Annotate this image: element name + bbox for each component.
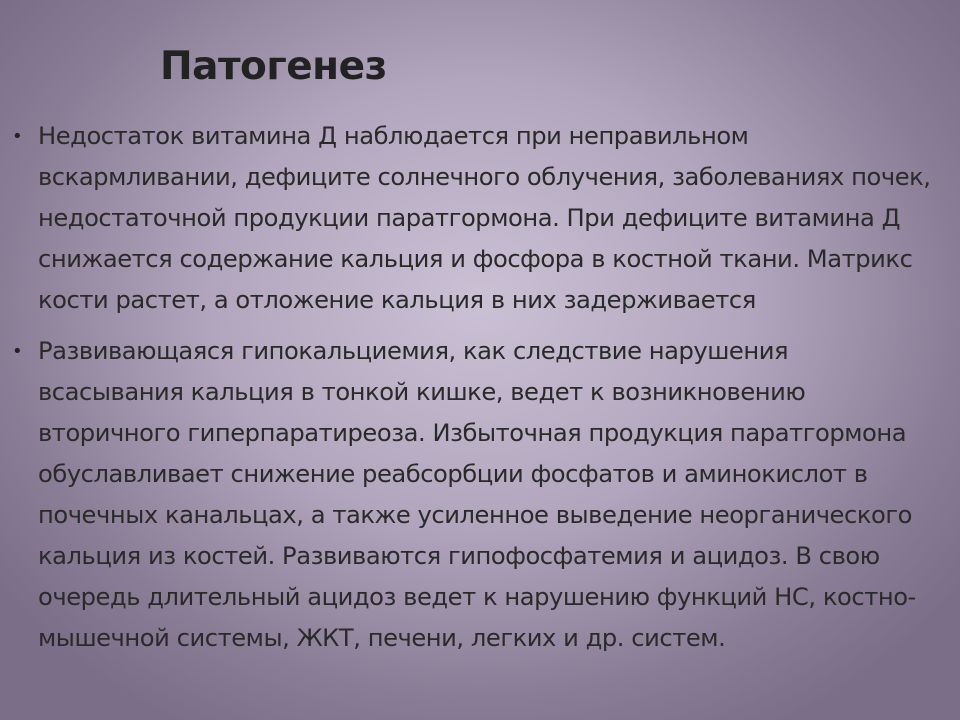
- bullet-item: [0, 116, 938, 321]
- bullet-marker: •: [12, 126, 23, 147]
- bullet-item: [0, 331, 938, 659]
- bullet-marker: •: [12, 341, 23, 362]
- bullet-text: Недостаток витамина Д наблюдается при неправильном вскармливании, дефиците солнечного облучения, заболеваниях почек, недостаточной продукции паратгормона. При дефиците витамина Д снижается содержание кальция и фосфора в костной ткани. Матрикс кости растет, а отложение кальция в них задерживается: [38, 122, 931, 314]
- bullet-text: Развивающаяся гипокальциемия, как следствие нарушения всасывания кальция в тонкой кишке, ведет к возникновению вторичного гиперпаратиреоза. Избыточная продукция паратгормона обуславливает снижение реабсорбции фосфатов и аминокислот в почечных канальцах, а также усиленное выведение неорганического кальция из костей. Развиваются гипофосфатемия и ацидоз. В свою очередь длительный ацидоз ведет к нарушению функций НС, костно-мышечной системы, ЖКТ, печени, легких и др. систем.: [38, 337, 916, 652]
- slide-title: Патогенез: [160, 44, 387, 89]
- bullet-list: [0, 116, 960, 669]
